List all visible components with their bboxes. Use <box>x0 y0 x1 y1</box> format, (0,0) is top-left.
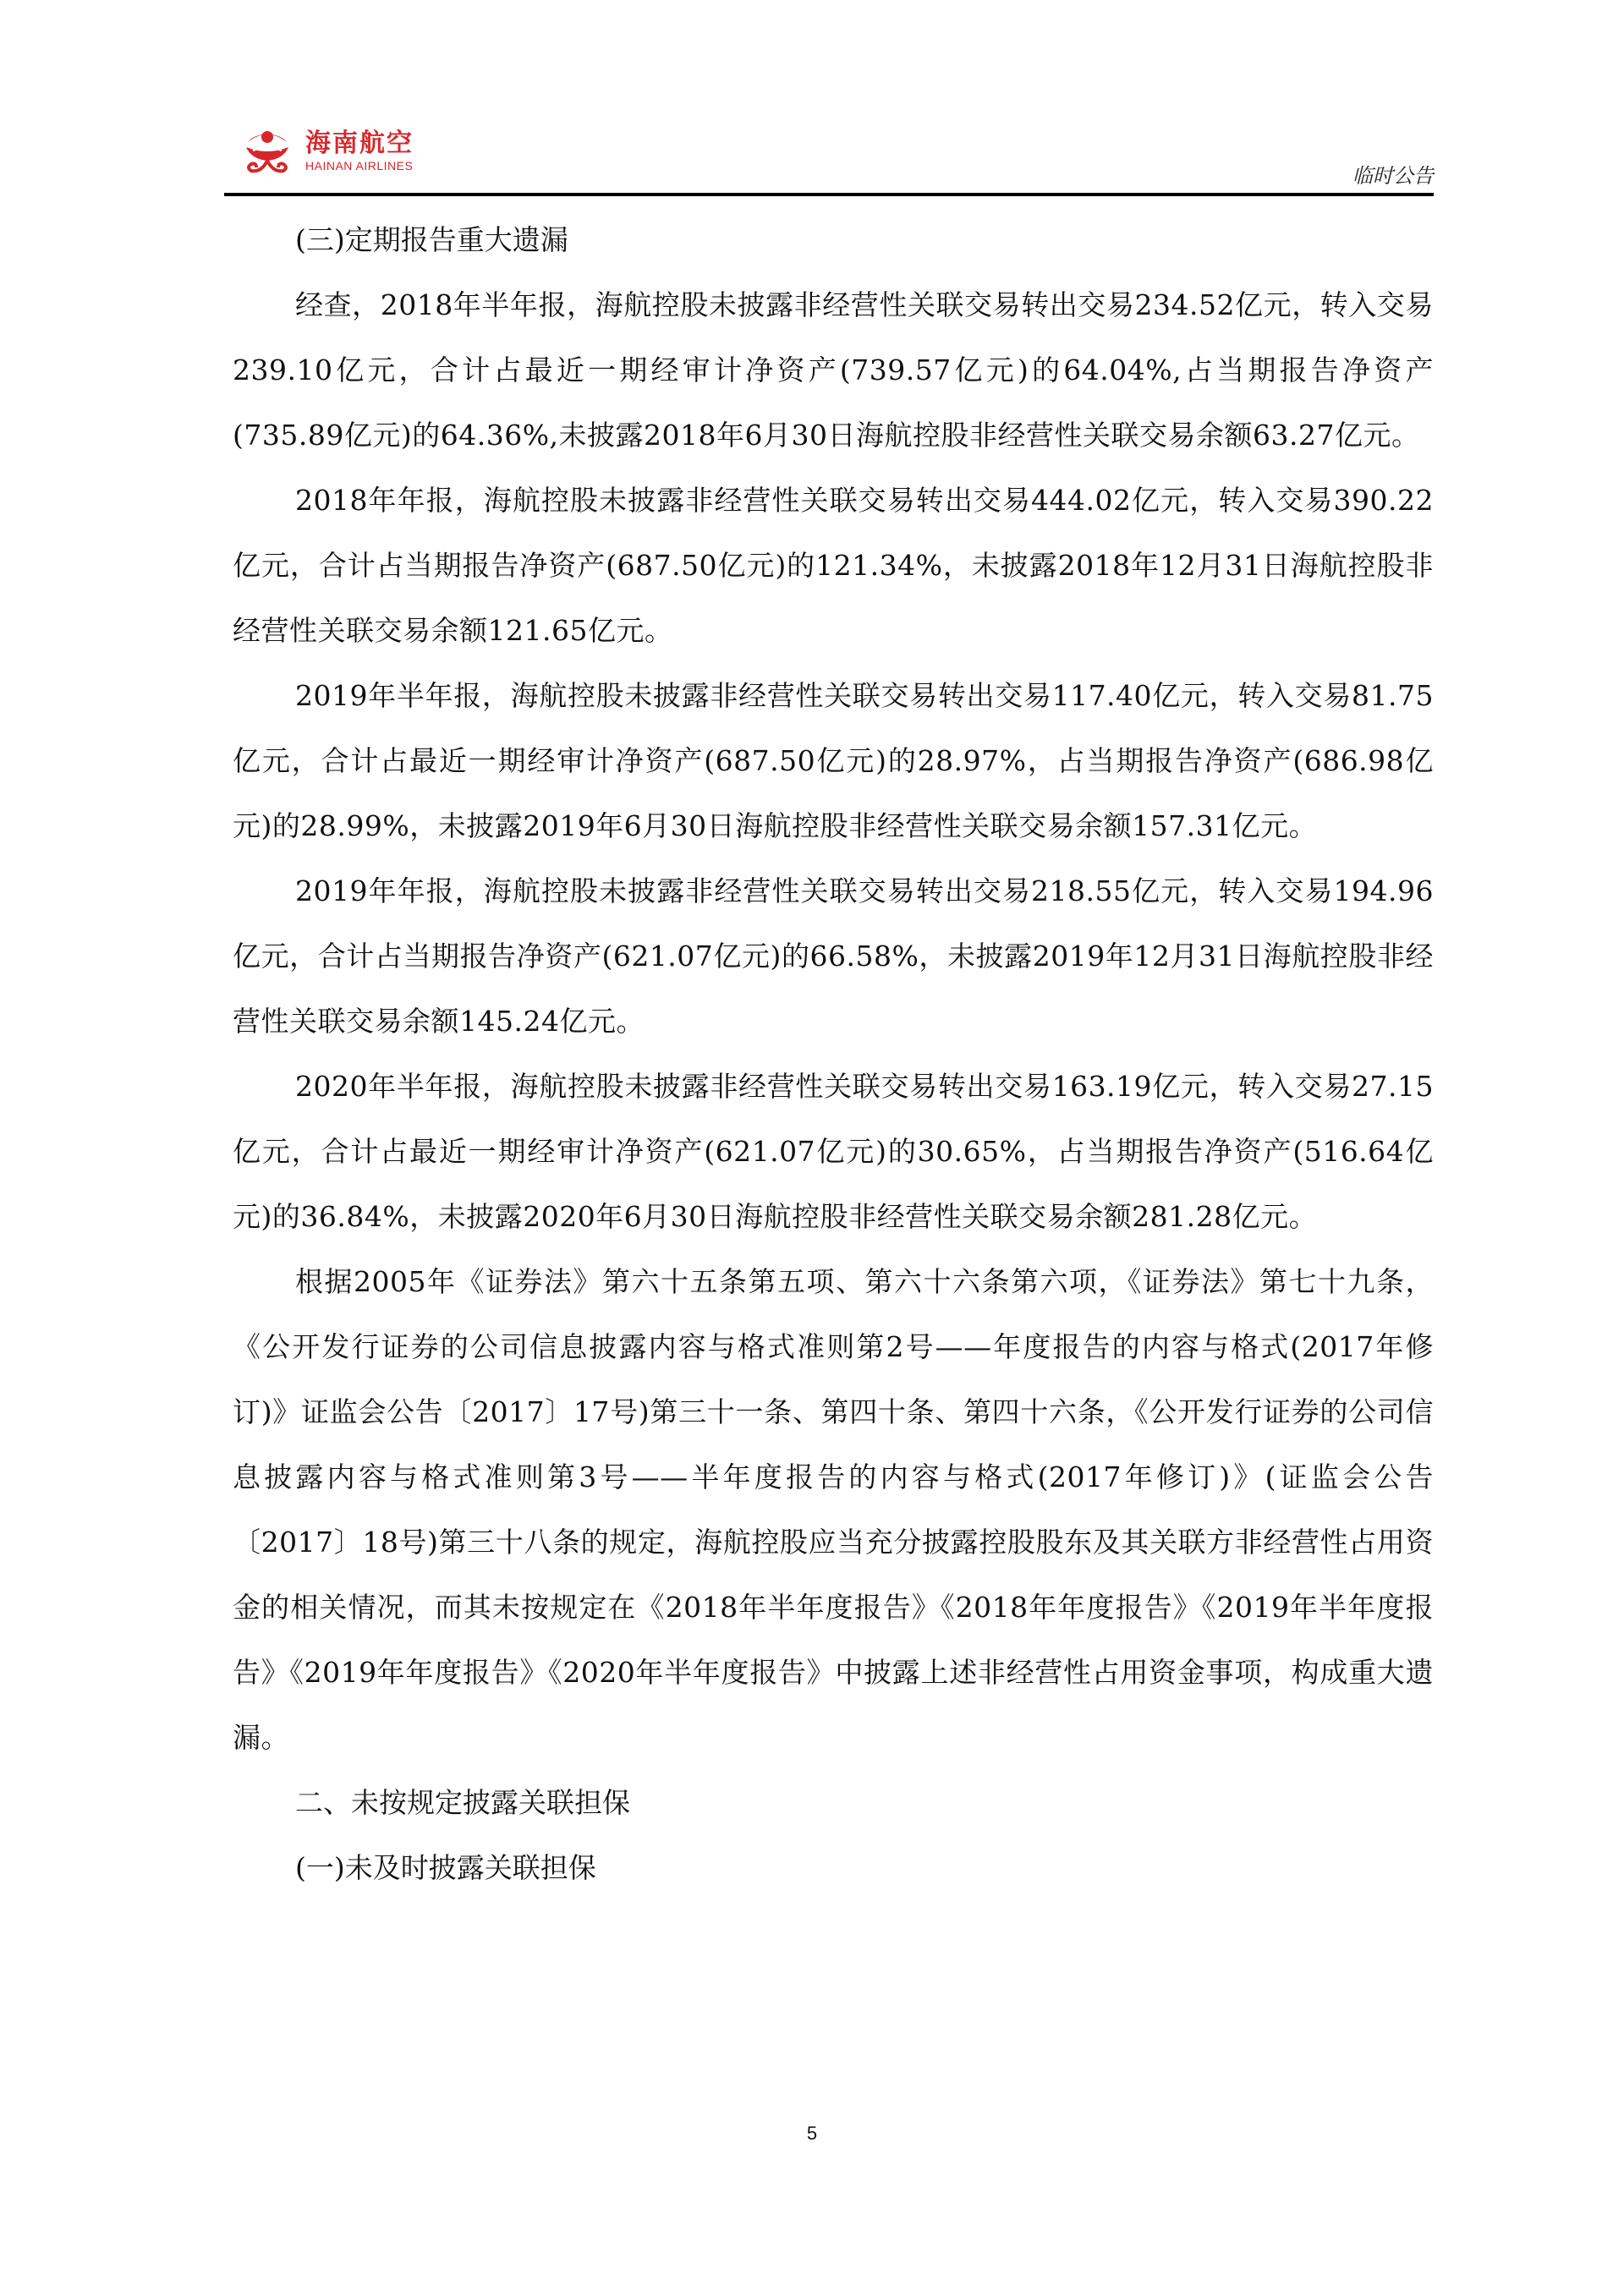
paragraph-2019-half-year: 2019年半年报，海航控股未披露非经营性关联交易转出交易117.40亿元，转入交易81.75亿元，合计占最近一期经审计净资产(687.50亿元)的28.97%，占当期报告净资产(686.98亿元)的28.99%，未披露2019年6月30日海航控股非经营性关联交易余额157.31亿元。 <box>233 679 1434 842</box>
header-divider <box>224 193 1434 196</box>
paragraph-2019-annual: 2019年年报，海航控股未披露非经营性关联交易转出交易218.55亿元，转入交易194.96亿元，合计占当期报告净资产(621.07亿元)的66.58%，未披露2019年12月31日海航控股非经营性关联交易余额145.24亿元。 <box>233 874 1434 1038</box>
document-type-label: 临时公告 <box>1352 164 1434 188</box>
paragraph-legal-basis: 根据2005年《证券法》第六十五条第五项、第六十六条第六项，《证券法》第七十九条，《公开发行证券的公司信息披露内容与格式准则第2号——年度报告的内容与格式(2017年修订)》证监会公告〔2017〕17号)第三十一条、第四十条、第四十六条，《公开发行证券的公司信息披露内容与格式准则第3号——半年度报告的内容与格式(2017年修订)》(证监会公告〔2017〕18号)第三十八条的规定，海航控股应当充分披露控股股东及其关联方非经营性占用资金的相关情况，而其未按规定在《2018年半年度报告》《2018年年度报告》《2019年半年度报告》《2019年年度报告》《2020年半年度报告》中披露上述非经营性占用资金事项，构成重大遗漏。 <box>233 1265 1434 1754</box>
paragraph-2020-half-year: 2020年半年报，海航控股未披露非经营性关联交易转出交易163.19亿元，转入交易27.15亿元，合计占最近一期经审计净资产(621.07亿元)的30.65%，占当期报告净资产(516.64亿元)的36.84%，未披露2020年6月30日海航控股非经营性关联交易余额281.28亿元。 <box>233 1070 1434 1233</box>
document-body <box>233 207 1434 1900</box>
logo-chinese-name: 海南航空 <box>305 129 414 158</box>
paragraph-2018-half-year: 经查，2018年半年报，海航控股未披露非经营性关联交易转出交易234.52亿元，转入交易239.10亿元，合计占最近一期经审计净资产(739.57亿元)的64.04%,占当期报告净资产(735.89亿元)的64.36%,未披露2018年6月30日海航控股非经营性关联交易余额63.27亿元。 <box>233 288 1434 452</box>
page-header <box>224 118 1434 196</box>
hainan-airlines-emblem-icon <box>241 125 294 178</box>
subsection-heading-untimely-disclosure: (一)未及时披露关联担保 <box>295 1851 596 1884</box>
page-number: 5 <box>806 2123 818 2144</box>
hainan-airlines-logo <box>241 125 414 178</box>
section-heading-periodic-report-omission: (三)定期报告重大遗漏 <box>295 223 568 256</box>
logo-english-name: HAINAN AIRLINES <box>305 159 414 173</box>
section-heading-related-guarantee: 二、未按规定披露关联担保 <box>295 1786 630 1819</box>
paragraph-2018-annual: 2018年年报，海航控股未披露非经营性关联交易转出交易444.02亿元，转入交易390.22亿元，合计占当期报告净资产(687.50亿元)的121.34%，未披露2018年12月31日海航控股非经营性关联交易余额121.65亿元。 <box>233 484 1434 647</box>
